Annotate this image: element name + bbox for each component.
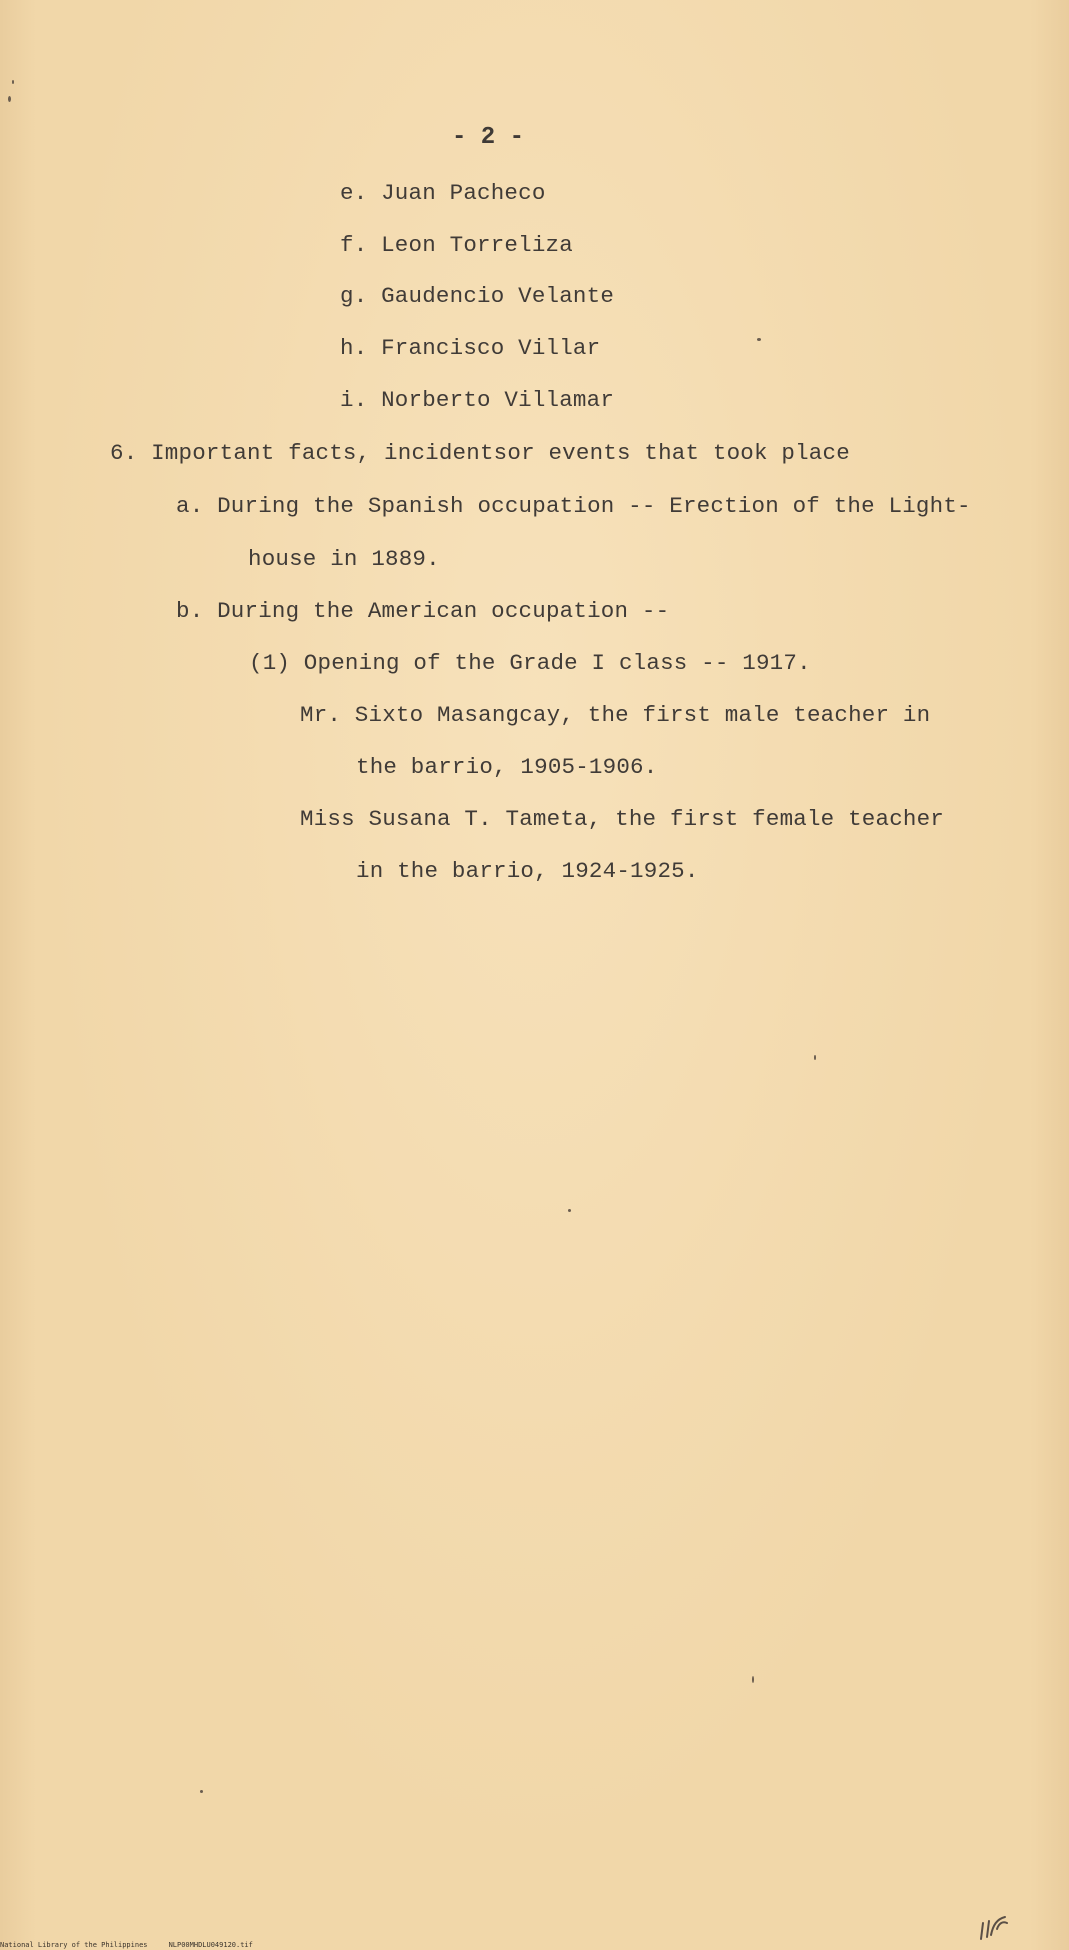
teacher-2-line-1: Miss Susana T. Tameta, the first female teacher — [300, 806, 945, 832]
item-a-line-2: house in 1889. — [248, 546, 440, 572]
ink-speck — [200, 1790, 203, 1793]
name-list-item: e. Juan Pacheco — [340, 180, 546, 206]
ink-speck — [752, 1676, 754, 1683]
teacher-1-line-1: Mr. Sixto Masangcay, the first male teacher in — [300, 702, 931, 728]
item-b-heading: b. During the American occupation -- — [176, 598, 670, 624]
item-a-line-1: a. During the Spanish occupation -- Erection of the Light- — [176, 493, 971, 519]
name-list-item: g. Gaudencio Velante — [340, 283, 615, 309]
page-number: - 2 - — [452, 124, 525, 151]
teacher-2-line-2: in the barrio, 1924-1925. — [356, 858, 699, 884]
name-list-item: f. Leon Torreliza — [340, 232, 573, 258]
handwritten-mark-icon — [975, 1905, 1015, 1945]
ink-speck — [814, 1055, 816, 1060]
name-list-item: h. Francisco Villar — [340, 335, 601, 361]
ink-speck — [757, 338, 761, 341]
section-6-heading: 6. Important facts, incidentsor events that took place — [110, 440, 850, 466]
item-b-1: (1) Opening of the Grade I class -- 1917. — [249, 650, 811, 676]
teacher-1-line-2: the barrio, 1905-1906. — [356, 754, 658, 780]
footer-archive-label: National Library of the Philippines NLP00MHDLU049120.tif — [0, 1941, 253, 1949]
ink-speck — [8, 96, 11, 102]
ink-speck — [568, 1209, 571, 1212]
ink-speck — [12, 80, 14, 84]
name-list-item: i. Norberto Villamar — [340, 387, 615, 413]
